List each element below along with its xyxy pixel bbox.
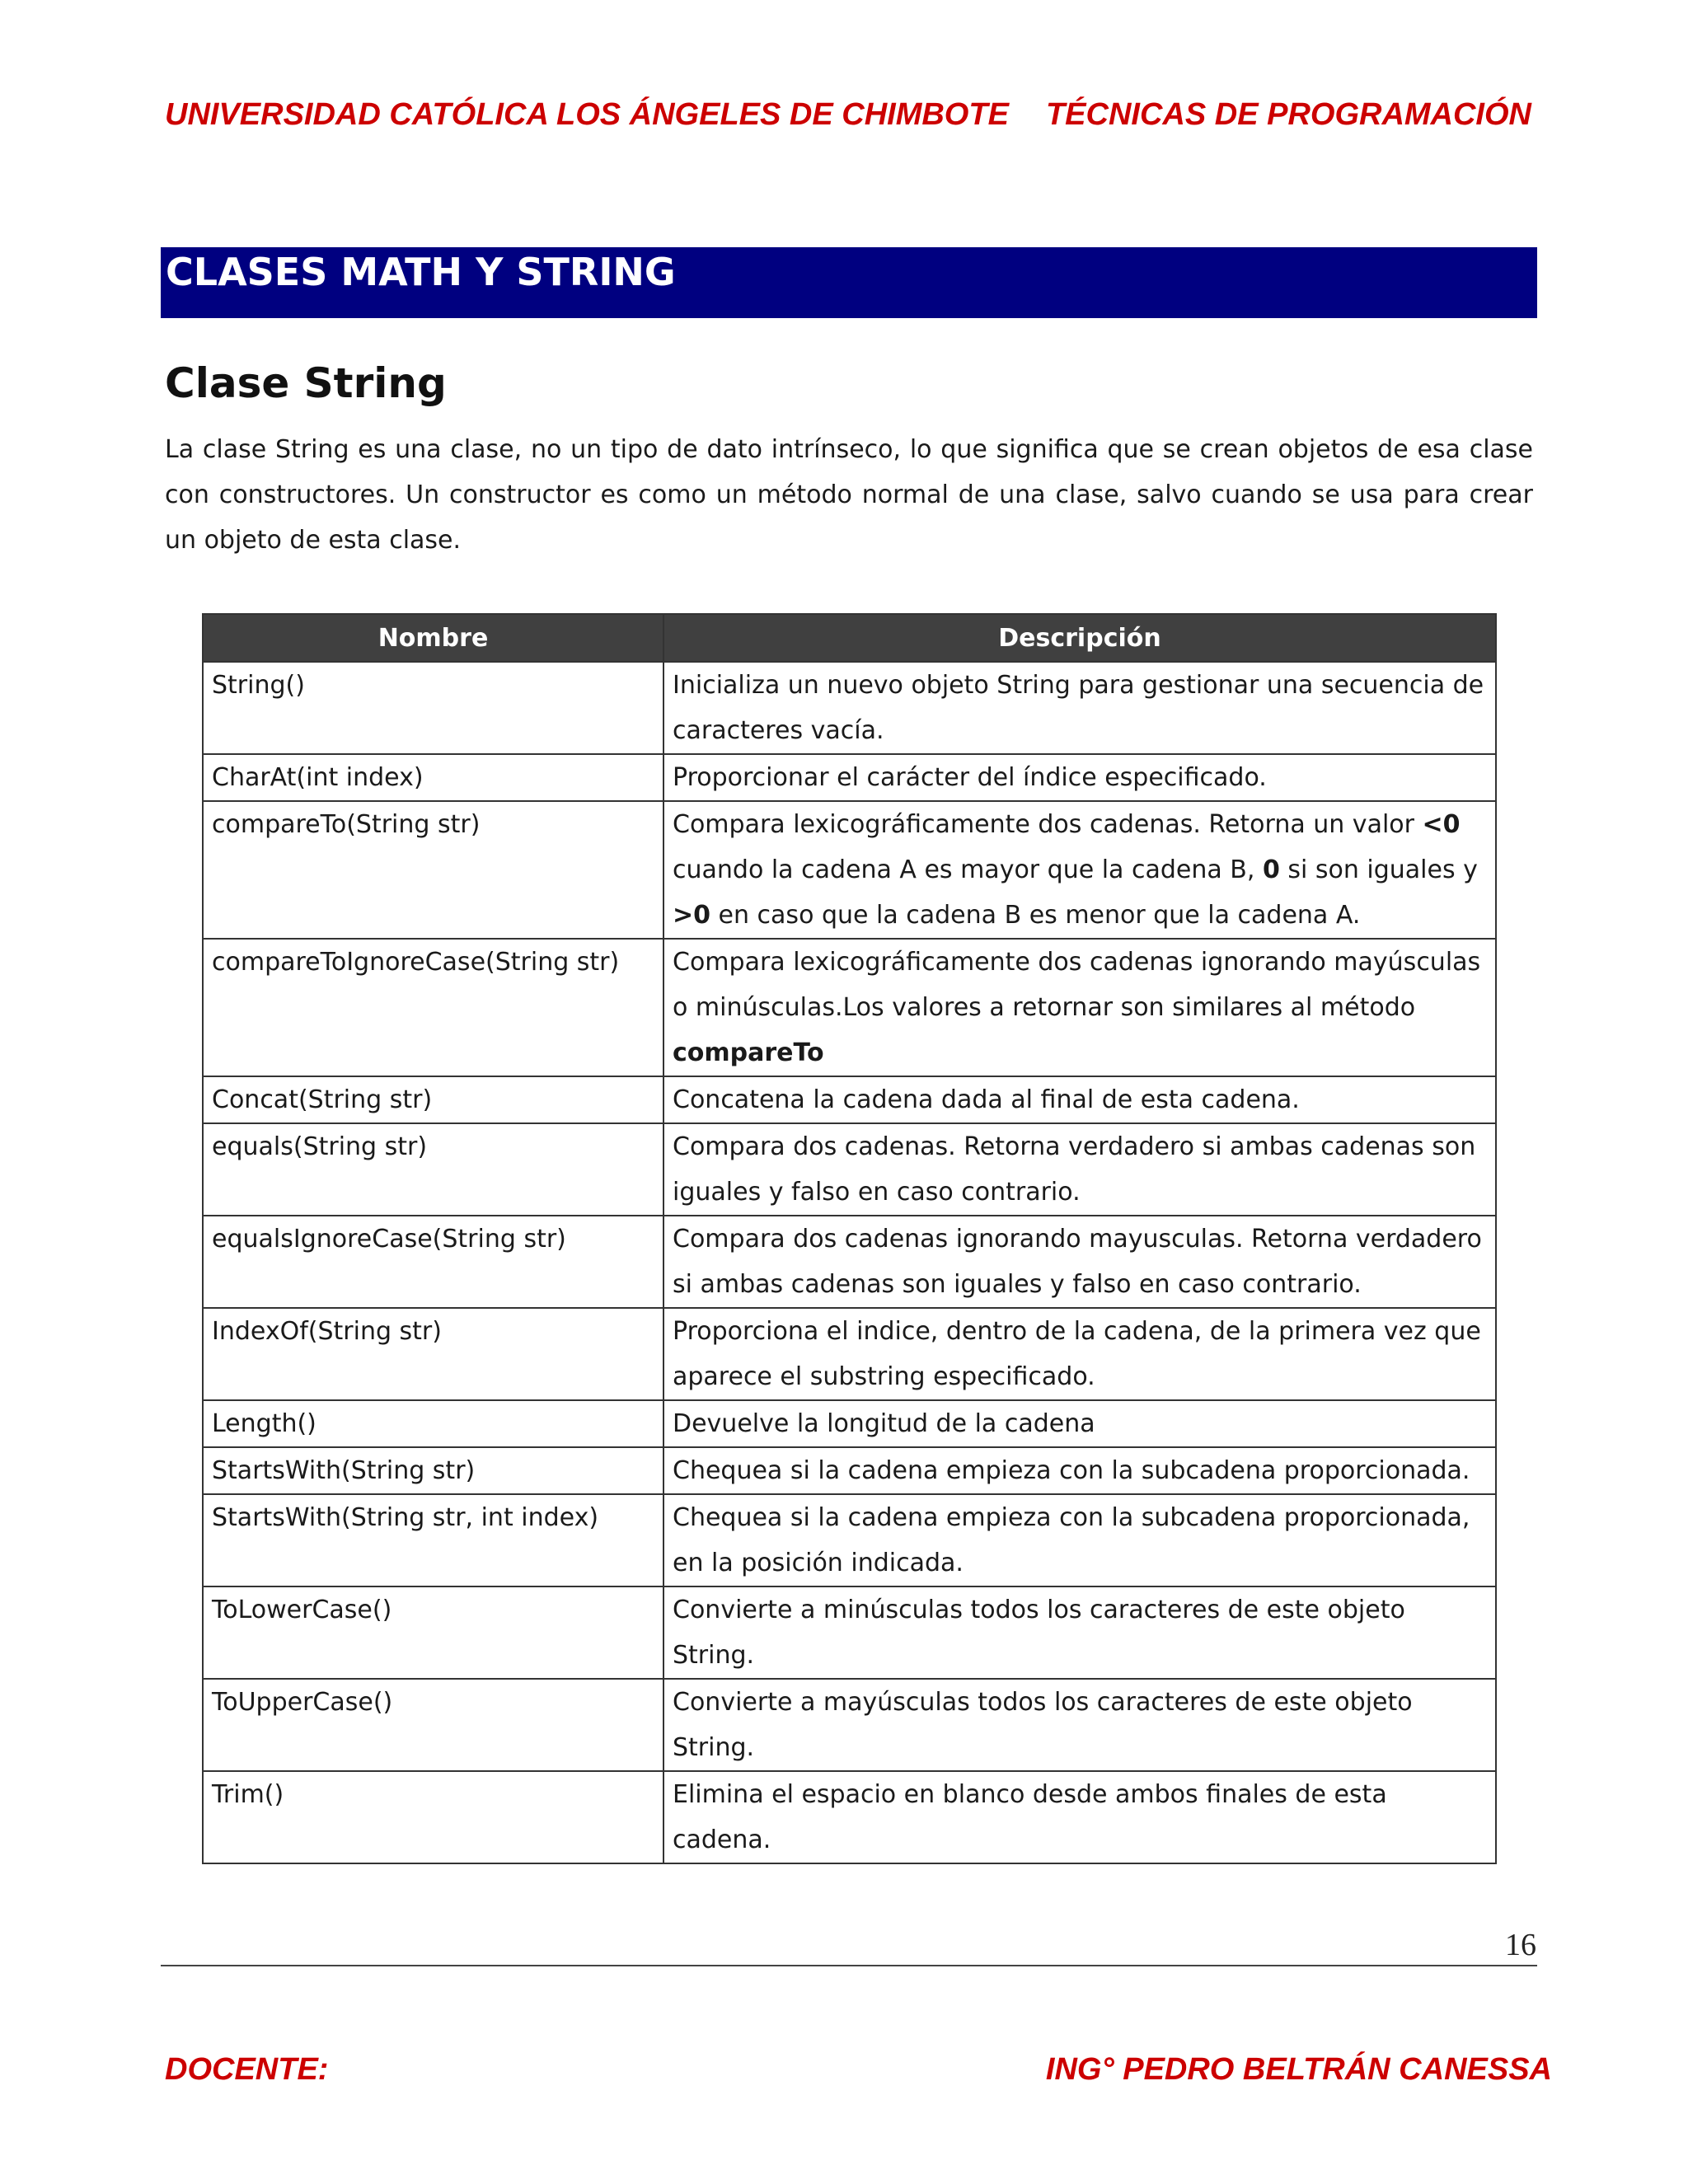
- description-bold-text: <0: [1422, 810, 1461, 839]
- table-row: [203, 1123, 1496, 1216]
- method-name-cell: StartsWith(String str): [203, 1447, 663, 1494]
- method-name-cell: CharAt(int index): [203, 754, 663, 801]
- description-text: Compara dos cadenas. Retorna verdadero si ambas cadenas son iguales y falso en caso contrario.: [673, 1132, 1476, 1207]
- table-body: [203, 662, 1496, 1863]
- description-text: Convierte a minúsculas todos los caracteres de este objeto String.: [673, 1596, 1405, 1670]
- method-name-cell: compareTo(String str): [203, 801, 663, 939]
- table-row: [203, 1447, 1496, 1494]
- method-description-cell: [663, 1494, 1496, 1586]
- method-description-cell: [663, 801, 1496, 939]
- method-description-cell: [663, 1308, 1496, 1400]
- table-row: [203, 1494, 1496, 1586]
- method-name-cell: equalsIgnoreCase(String str): [203, 1216, 663, 1308]
- table-row: [203, 1586, 1496, 1679]
- method-name-cell: StartsWith(String str, int index): [203, 1494, 663, 1586]
- table-row: [203, 1771, 1496, 1863]
- description-text: Inicializa un nuevo objeto String para gestionar una secuencia de caracteres vacía.: [673, 671, 1484, 745]
- method-description-cell: [663, 1679, 1496, 1771]
- description-bold-text: >0: [673, 901, 711, 930]
- method-name-cell: ToUpperCase(): [203, 1679, 663, 1771]
- footer-teacher-name: ING° PEDRO BELTRÁN CANESSA: [1045, 2052, 1552, 2087]
- method-description-cell: [663, 1771, 1496, 1863]
- method-name-cell: IndexOf(String str): [203, 1308, 663, 1400]
- method-name-cell: ToLowerCase(): [203, 1586, 663, 1679]
- table-row: [203, 1076, 1496, 1123]
- page-number: 16: [1505, 1928, 1536, 1962]
- method-name-cell: compareToIgnoreCase(String str): [203, 939, 663, 1076]
- section-title: Clase String: [165, 359, 447, 407]
- method-description-cell: [663, 1447, 1496, 1494]
- description-text: Proporcionar el carácter del índice especificado.: [673, 763, 1267, 792]
- description-text: Convierte a mayúsculas todos los caracteres de este objeto String.: [673, 1688, 1413, 1762]
- method-description-cell: [663, 1400, 1496, 1447]
- method-name-cell: Trim(): [203, 1771, 663, 1863]
- method-description-cell: [663, 662, 1496, 754]
- description-text: Chequea si la cadena empieza con la subcadena proporcionada.: [673, 1456, 1470, 1485]
- description-text: Proporciona el indice, dentro de la cadena, de la primera vez que aparece el substring especificado.: [673, 1317, 1481, 1391]
- table-row: [203, 1216, 1496, 1308]
- description-text: Chequea si la cadena empieza con la subcadena proporcionada, en la posición indicada.: [673, 1503, 1470, 1577]
- footer-label: DOCENTE:: [165, 2052, 329, 2087]
- method-name-cell: Concat(String str): [203, 1076, 663, 1123]
- method-description-cell: [663, 1076, 1496, 1123]
- chapter-banner: [161, 247, 1537, 318]
- method-description-cell: [663, 754, 1496, 801]
- column-header-description: Descripción: [663, 614, 1496, 662]
- description-text: Elimina el espacio en blanco desde ambos finales de esta cadena.: [673, 1780, 1387, 1854]
- table-row: [203, 1308, 1496, 1400]
- table-row: [203, 801, 1496, 939]
- method-name-cell: String(): [203, 662, 663, 754]
- description-text: Compara dos cadenas ignorando mayusculas. Retorna verdadero si ambas cadenas son iguales y falso en caso contrario.: [673, 1225, 1482, 1299]
- table-header-row: [203, 614, 1496, 662]
- method-description-cell: [663, 939, 1496, 1076]
- chapter-title: CLASES MATH Y STRING: [166, 250, 676, 294]
- method-description-cell: [663, 1123, 1496, 1216]
- table-row: [203, 754, 1496, 801]
- string-methods-table: [202, 613, 1497, 1864]
- table-row: [203, 939, 1496, 1076]
- description-text: Devuelve la longitud de la cadena: [673, 1409, 1095, 1438]
- description-text: Concatena la cadena dada al final de esta cadena.: [673, 1085, 1300, 1114]
- column-header-name: Nombre: [203, 614, 663, 662]
- description-text: Compara lexicográficamente dos cadenas. Retorna un valor: [673, 810, 1423, 839]
- table-row: [203, 662, 1496, 754]
- description-text: si son iguales y: [1279, 855, 1478, 884]
- description-bold-text: 0: [1262, 855, 1280, 884]
- footer-divider: [161, 1965, 1537, 1966]
- method-name-cell: Length(): [203, 1400, 663, 1447]
- method-name-cell: equals(String str): [203, 1123, 663, 1216]
- header-university: UNIVERSIDAD CATÓLICA LOS ÁNGELES DE CHIMBOTE: [165, 97, 1009, 132]
- intro-paragraph: La clase String es una clase, no un tipo de dato intrínseco, lo que significa que se crean objetos de esa clase con constructores. Un constructor es como un método normal de una clase, salvo cuando se usa para crear un objeto de esta clase.: [165, 435, 1533, 555]
- table-row: [203, 1679, 1496, 1771]
- description-text: en caso que la cadena B es menor que la cadena A.: [710, 901, 1361, 930]
- method-description-cell: [663, 1216, 1496, 1308]
- description-text: Compara lexicográficamente dos cadenas ignorando mayúsculas o minúsculas.Los valores a retornar son similares al método: [673, 948, 1481, 1022]
- header-course: TÉCNICAS DE PROGRAMACIÓN: [1045, 97, 1531, 132]
- description-bold-text: compareTo: [673, 1038, 824, 1067]
- method-description-cell: [663, 1586, 1496, 1679]
- table-row: [203, 1400, 1496, 1447]
- description-text: cuando la cadena A es mayor que la cadena B,: [673, 855, 1263, 884]
